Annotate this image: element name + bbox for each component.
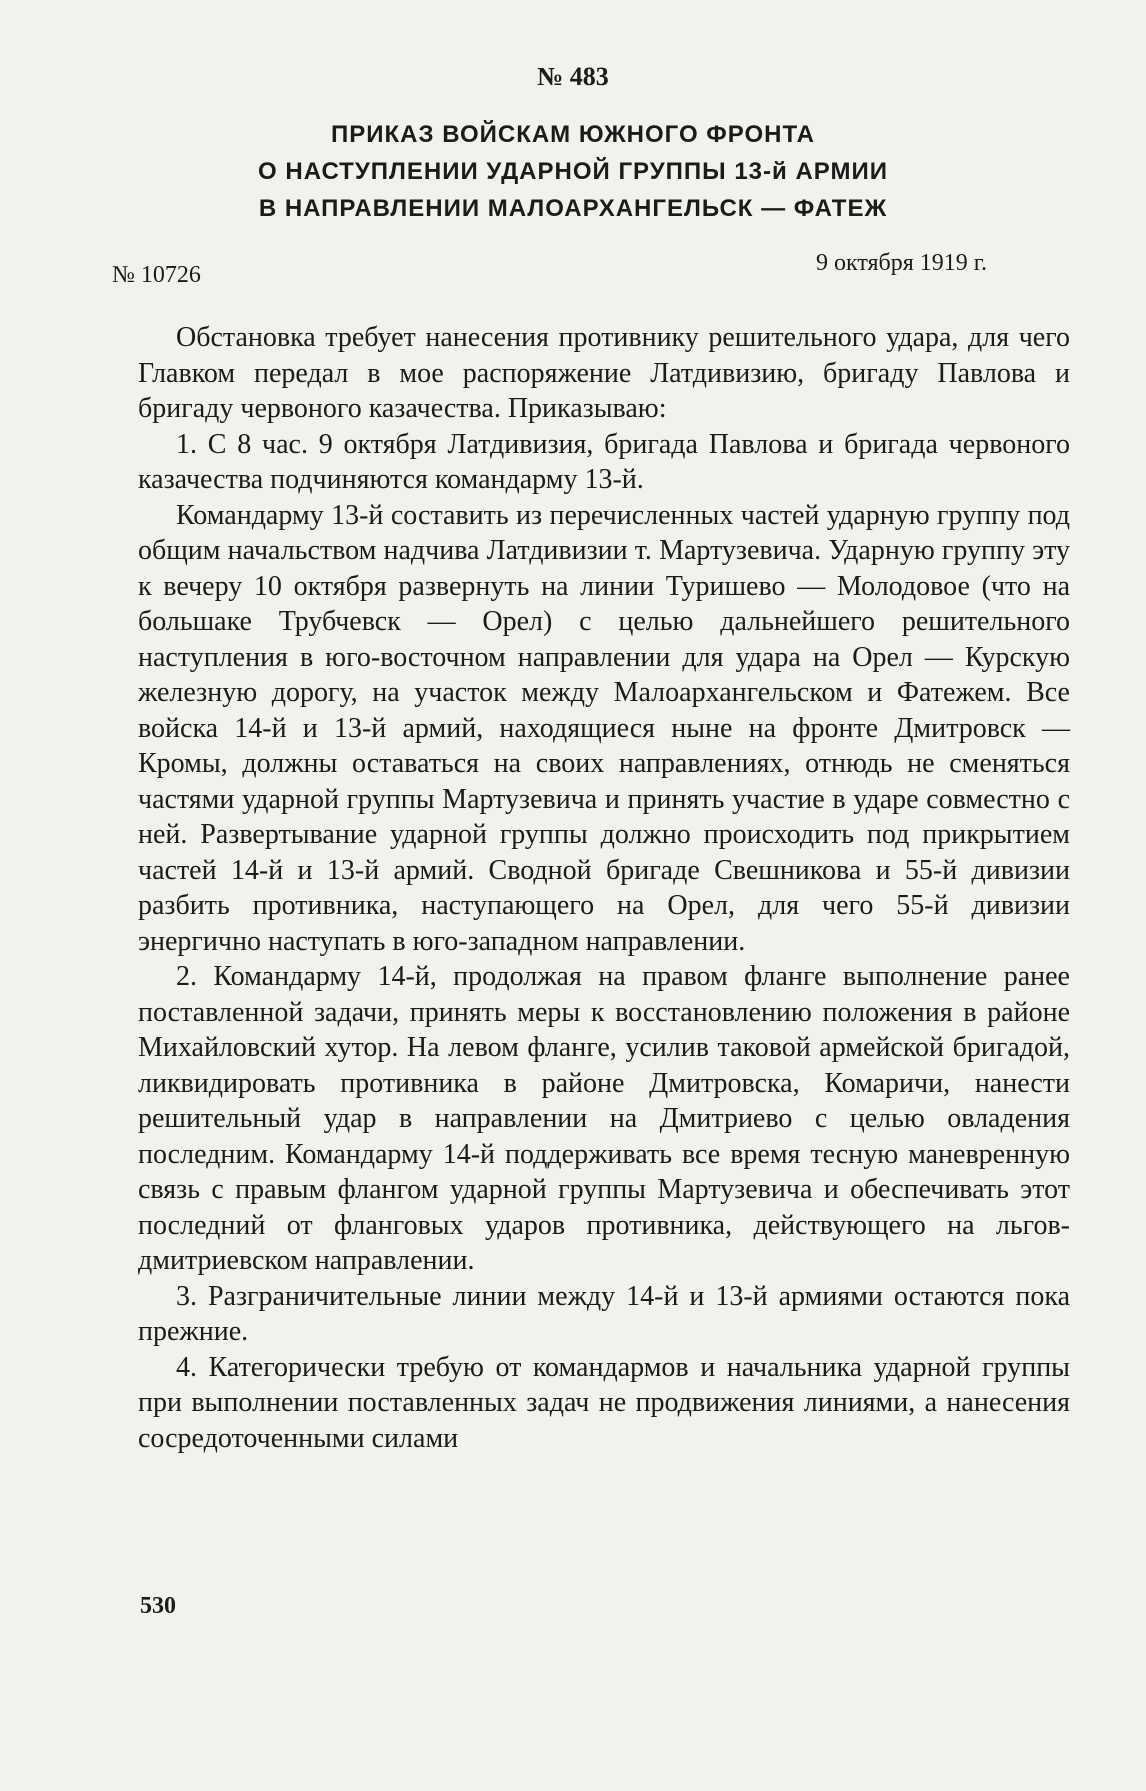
page-number: 530 — [140, 1593, 176, 1619]
order-number: № 10726 — [112, 262, 201, 288]
title-line: В НАПРАВЛЕНИИ МАЛОАРХАНГЕЛЬСК — ФАТЕЖ — [258, 195, 888, 222]
paragraph: Обстановка требует нанесения противнику решительного удара, для чего Главком передал в мое распоряжение Латдивизию, бригаду Павлова и бригаду червоного казачества. Приказываю: — [138, 322, 1070, 424]
document-number: № 483 — [537, 62, 609, 91]
paragraph: Командарму 13-й составить из перечисленных частей ударную группу под общим начальством надчива Латдивизии т. Мартузевича. Ударную группу эту к вечеру 10 октября развернуть на линии Туришево — Молодовое (что на большаке Трубчевск — Орел) с целью дальнейшего решительного наступления в юго-восточном направлении для удара на Орел — Курскую железную дорогу, на участок между Малоархангельском и Фатежем. Все войска 14-й и 13-й армий, находящиеся ныне на фронте Дмитровск — Кромы, должны оставаться на своих направлениях, отнюдь не сменяться частями ударной группы Мартузевича и принять участие в ударе совместно с ней. Развертывание ударной группы должно происходить под прикрытием частей 14-й и 13-й армий. Сводной бригаде Свешникова и 55-й дивизии разбить противника, наступающего на Орел, для чего 55-й дивизии энергично наступать в юго-западном направлении. — [138, 499, 1070, 957]
paragraph: 2. Командарму 14-й, продолжая на правом фланге выполнение ранее поставленной задачи, принять меры к восстановлению положения в районе Михайловский хутор. На левом фланге, усилив таковой армейской бригадой, ликвидировать противника в районе Дмитровска, Комаричи, нанести решительный удар в направлении на Дмитриево с целью овладения последним. Командарму 14-й поддерживать все время тесную маневренную связь с правым флангом ударной группы Мартузевича и обеспечивать этот последний от фланговых ударов противника, действующего на льгов-дмитриевском направлении. — [138, 961, 1070, 1276]
paragraph: 1. С 8 час. 9 октября Латдивизия, бригада Павлова и бригада червоного казачества подчиняются командарму 13-й. — [138, 428, 1070, 495]
title-line: О НАСТУПЛЕНИИ УДАРНОЙ ГРУППЫ 13-й АРМИИ — [258, 158, 888, 185]
paragraph: 4. Категорически требую от командармов и начальника ударной группы при выполнении поставленных задач не продвижения линиями, а нанесения сосредоточенными силами — [138, 1351, 1070, 1454]
document-body — [138, 320, 1070, 1456]
paragraph: 3. Разграничительные линии между 14-й и 13-й армиями остаются пока прежние. — [138, 1280, 1070, 1347]
order-date: 9 октября 1919 г. — [816, 250, 987, 276]
title-line: ПРИКАЗ ВОЙСКАМ ЮЖНОГО ФРОНТА — [331, 121, 815, 148]
document-title — [0, 116, 1146, 227]
